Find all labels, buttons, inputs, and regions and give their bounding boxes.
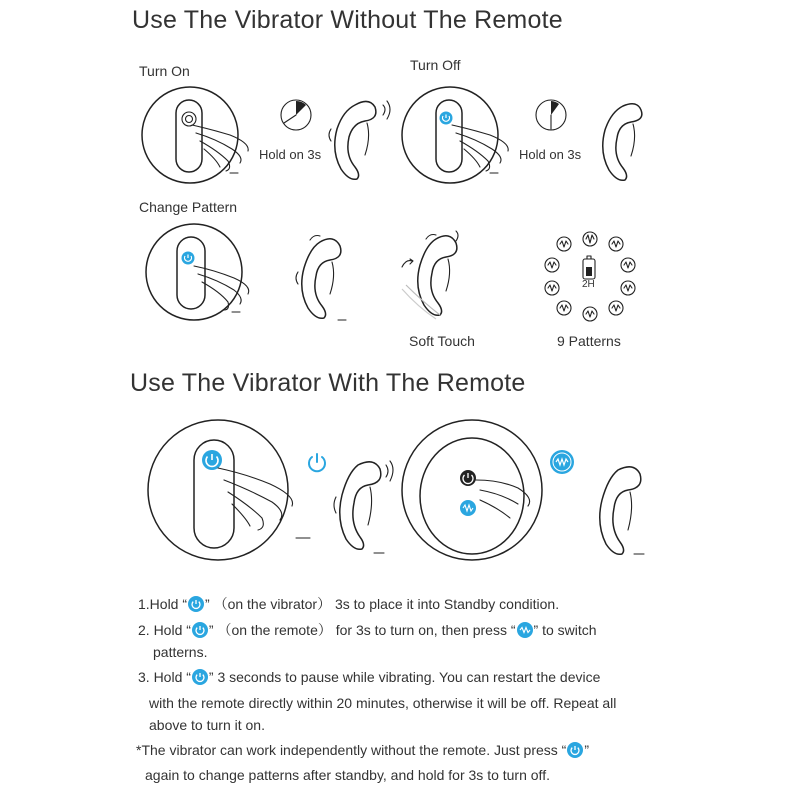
instruction-1: [138, 594, 559, 614]
label-turn-off: Turn Off: [410, 57, 461, 73]
label-hold-on-2: Hold on 3s: [519, 147, 582, 162]
note-cont: again to change patterns after standby, and hold for 3s to turn off.: [145, 767, 550, 783]
wave-icon: [549, 449, 575, 475]
instruction-3-cont-1: with the remote directly within 20 minutes, otherwise it will be off. Repeat all: [149, 695, 617, 711]
instruction-1-text-b: ” （on the vibrator） 3s to place it into Standby condition.: [205, 596, 560, 612]
power-icon: [567, 742, 583, 758]
battery-icon: [583, 256, 595, 279]
power-icon: [192, 669, 208, 685]
instruction-3-text-b: ” 3 seconds to pause while vibrating. You can restart the device: [208, 669, 601, 685]
instruction-3-text-a: 3. Hold “: [138, 669, 191, 685]
note-text-a: *The vibrator can work independently without the remote. Just press “: [136, 742, 567, 758]
note: [136, 740, 589, 760]
device-button-illustration-turn-off: [400, 85, 520, 205]
device-button-illustration-change-pattern: [144, 222, 264, 342]
label-hold-on-1: Hold on 3s: [259, 147, 322, 162]
timer-icon: [280, 99, 316, 135]
heading-with-remote: Use The Vibrator With The Remote: [130, 369, 526, 397]
heading-without-remote: Use The Vibrator Without The Remote: [132, 6, 563, 34]
remote-illustration: [400, 418, 540, 568]
instruction-2-text-b: ” （on the remote） for 3s to turn on, then press “: [208, 622, 516, 638]
instruction-1-text-a: 1.Hold “: [138, 596, 188, 612]
instruction-2-cont: patterns.: [153, 644, 208, 660]
note-text-b: ”: [584, 742, 589, 758]
instruction-2-text-a: 2. Hold “: [138, 622, 191, 638]
vibrator-soft-touch-icon: [396, 225, 496, 325]
label-turn-on: Turn On: [139, 63, 190, 79]
label-nine-patterns: 9 Patterns: [557, 333, 621, 349]
vibrator-icon: [325, 97, 395, 187]
device-button-illustration-standby: [146, 418, 326, 568]
label-change-pattern: Change Pattern: [139, 199, 238, 215]
power-icon: [306, 452, 328, 474]
label-soft-touch: Soft Touch: [409, 333, 475, 349]
vibrator-icon: [328, 455, 398, 560]
battery-hours-label: 2H: [582, 279, 595, 290]
wave-icon: [517, 622, 533, 638]
vibrator-icon: [595, 100, 655, 185]
instruction-2-text-c: ” to switch: [533, 622, 597, 638]
power-icon: [188, 596, 204, 612]
device-button-illustration-turn-on: [140, 85, 260, 205]
instruction-3-cont-2: above to turn it on.: [149, 717, 265, 733]
power-icon: [192, 622, 208, 638]
vibrator-icon: [290, 232, 355, 327]
timer-icon: [535, 99, 571, 135]
vibrator-icon: [588, 460, 653, 560]
instruction-3: [138, 667, 600, 687]
instruction-2: [138, 620, 597, 640]
